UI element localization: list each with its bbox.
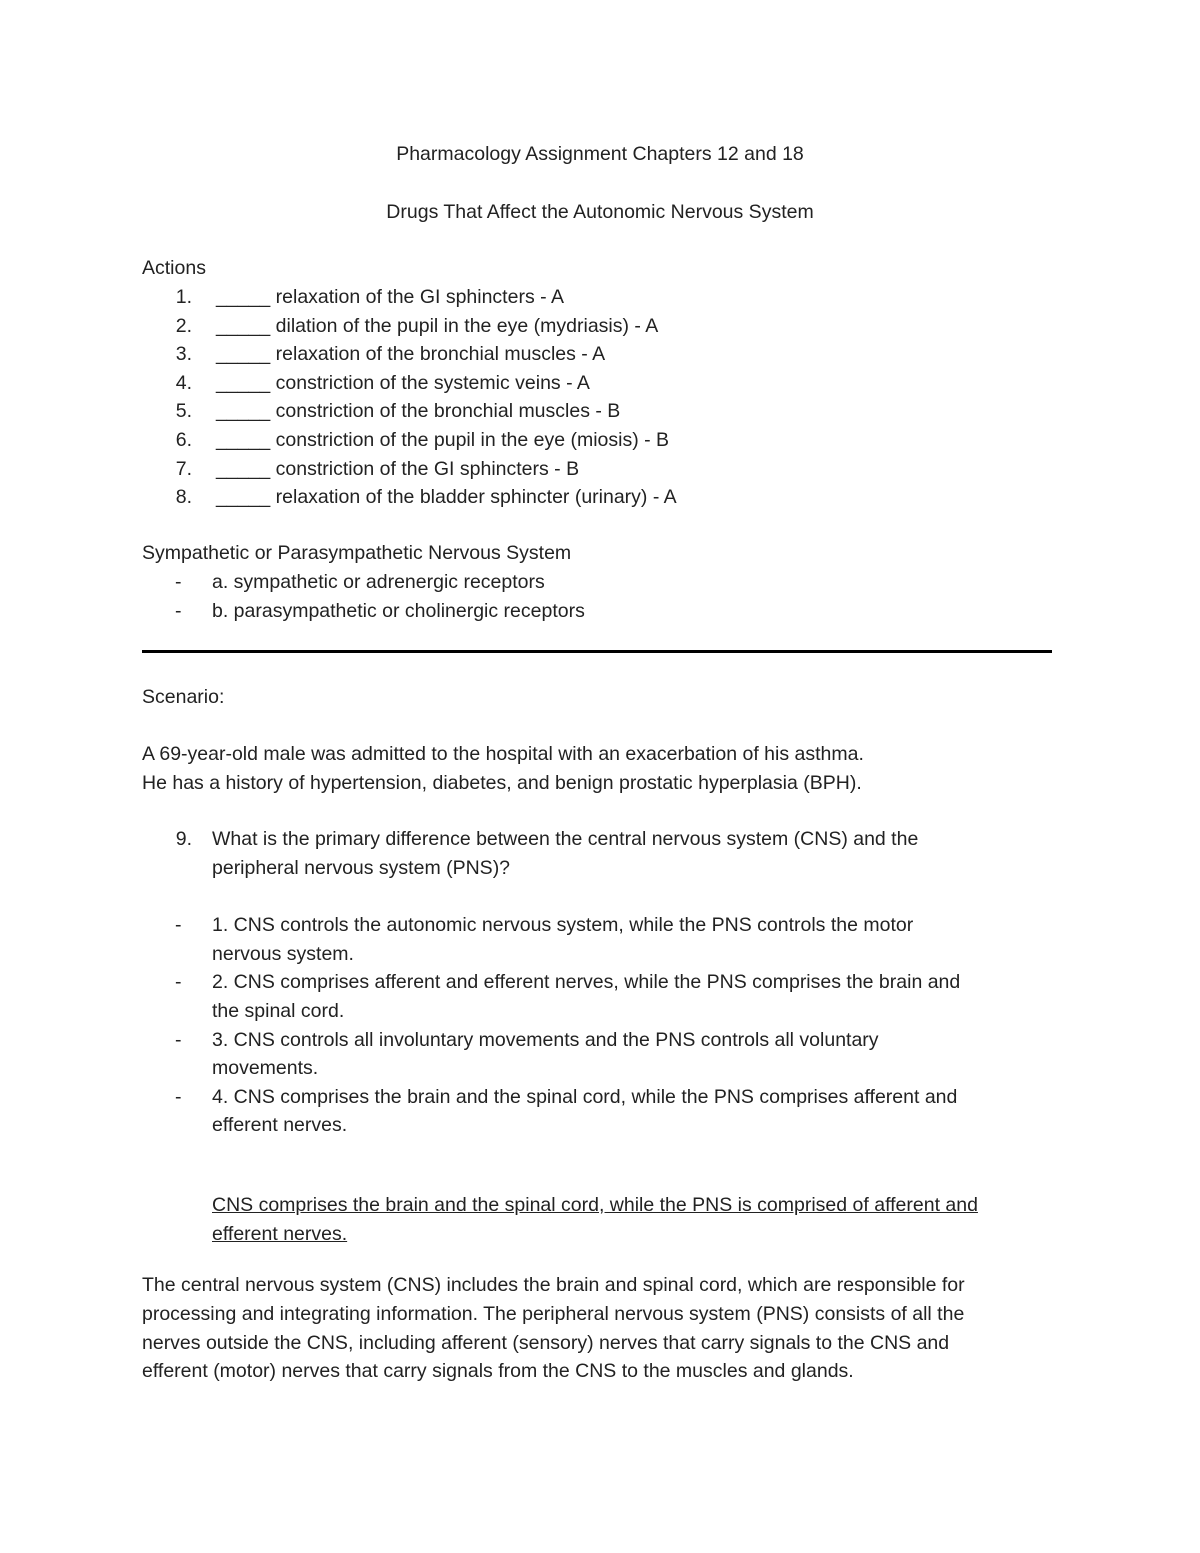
question-number: 9. [175,828,192,850]
option-text-line: nervous system. [212,943,354,965]
list-item-text: _____ dilation of the pupil in the eye (mydriasis) - A [216,315,659,337]
explanation-line: nerves outside the CNS, including afferent (sensory) nerves that carry signals to the CNS and [142,1332,950,1354]
option-text-line: the spinal cord. [212,1000,345,1022]
bullet-dash: - [175,914,182,936]
scenario-text-line: He has a history of hypertension, diabetes, and benign prostatic hyperplasia (BPH). [142,772,862,794]
list-item-number: 6. [175,429,192,451]
scenario-heading: Scenario: [142,686,225,708]
list-item-text: _____ constriction of the pupil in the eye (miosis) - B [216,429,670,451]
bullet-dash: - [175,571,182,593]
explanation-line: processing and integrating information. The peripheral nervous system (PNS) consists of all the [142,1303,965,1325]
bullet-dash: - [175,971,182,993]
list-item-number: 4. [175,372,192,394]
list-item-number: 1. [175,286,192,308]
bullet-dash: - [175,1029,182,1051]
list-item-number: 5. [175,400,192,422]
option-text-line: movements. [212,1057,319,1079]
list-item-text: b. parasympathetic or cholinergic receptors [212,600,585,622]
bullet-dash: - [175,1086,182,1108]
question-text-line: What is the primary difference between the central nervous system (CNS) and the [212,828,919,850]
option-text-line: 4. CNS comprises the brain and the spinal cord, while the PNS comprises afferent and [212,1086,958,1108]
option-text-line: 3. CNS controls all involuntary movements and the PNS controls all voluntary [212,1029,879,1051]
list-item-text: a. sympathetic or adrenergic receptors [212,571,545,593]
list-item-number: 3. [175,343,192,365]
actions-heading: Actions [142,257,206,279]
list-item-number: 7. [175,458,192,480]
section-divider [142,650,1052,653]
list-item-text: _____ constriction of the systemic veins - A [216,372,590,394]
scenario-text-line: A 69-year-old male was admitted to the hospital with an exacerbation of his asthma. [142,743,864,765]
list-item-text: _____ constriction of the GI sphincters - B [216,458,580,480]
explanation-line: The central nervous system (CNS) includes the brain and spinal cord, which are responsible for [142,1274,965,1296]
list-item-text: _____ constriction of the bronchial muscles - B [216,400,621,422]
explanation-line: efferent (motor) nerves that carry signals from the CNS to the muscles and glands. [142,1360,854,1382]
list-item-text: _____ relaxation of the bronchial muscles - A [216,343,606,365]
list-item-number: 2. [175,315,192,337]
option-text-line: 1. CNS controls the autonomic nervous system, while the PNS controls the motor [212,914,914,936]
bullet-dash: - [175,600,182,622]
option-text-line: efferent nerves. [212,1114,348,1136]
list-item-text: _____ relaxation of the GI sphincters - A [216,286,564,308]
answer-text-line: efferent nerves. [212,1223,348,1245]
option-text-line: 2. CNS comprises afferent and efferent nerves, while the PNS comprises the brain and [212,971,961,993]
list-item-number: 8. [175,486,192,508]
answer-text-line: CNS comprises the brain and the spinal cord, while the PNS is comprised of afferent and [212,1194,978,1216]
question-text-line: peripheral nervous system (PNS)? [212,857,511,879]
document-subtitle: Drugs That Affect the Autonomic Nervous System [386,201,814,223]
list-item-text: _____ relaxation of the bladder sphincter (urinary) - A [216,486,677,508]
system-heading: Sympathetic or Parasympathetic Nervous System [142,542,572,564]
document-title: Pharmacology Assignment Chapters 12 and 18 [396,143,804,165]
